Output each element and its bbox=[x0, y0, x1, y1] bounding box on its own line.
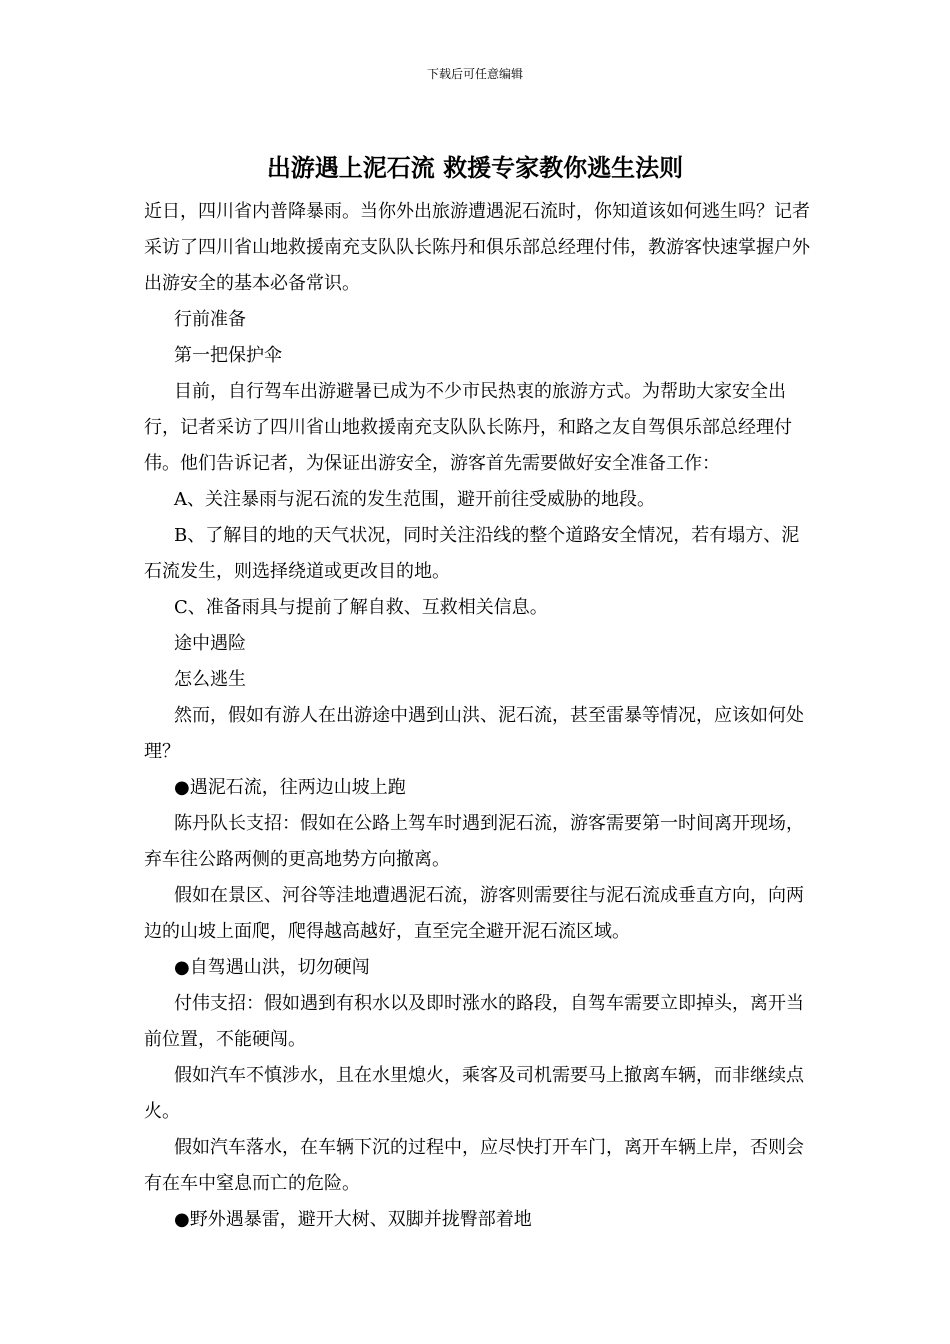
list-item-c: C、准备雨具与提前了解自救、互救相关信息。 bbox=[174, 597, 548, 618]
list-item-b: B、了解目的地的天气状况，同时关注沿线的整个道路安全情况，若有塌方、泥石流发生，则选择绕道或更改目的地。 bbox=[144, 525, 800, 582]
paragraph-trip-safety: 目前，自行驾车出游避暑已成为不少市民热衷的旅游方式。为帮助大家安全出行，记者采访了四川省山地救援南充支队队长陈丹，和路之友自驾俱乐部总经理付伟。他们告诉记者，为保证出游安全，游客首先需要做好安全准备工作： bbox=[144, 381, 792, 474]
paragraph-question: 然而，假如有游人在出游途中遇到山洪、泥石流，甚至雷暴等情况，应该如何处理？ bbox=[144, 705, 804, 762]
paragraph-sinking-tip: 假如汽车落水，在车辆下沉的过程中，应尽快打开车门，离开车辆上岸，否则会有在车中窒息而亡的危险。 bbox=[144, 1137, 804, 1194]
paragraph-chendan-tip: 陈丹队长支招：假如在公路上驾车时遇到泥石流，游客需要第一时间离开现场，弃车往公路两侧的更高地势方向撤离。 bbox=[144, 813, 804, 870]
section-heading-danger: 途中遇险 bbox=[174, 633, 246, 654]
bullet-thunder: ●野外遇暴雷，避开大树、双脚并拢臀部着地 bbox=[174, 1209, 532, 1230]
paragraph-valley-tip: 假如在景区、河谷等洼地遭遇泥石流，游客则需要往与泥石流成垂直方向，向两边的山坡上面爬，爬得越高越好，直至完全避开泥石流区域。 bbox=[144, 885, 804, 942]
list-item-a: A、关注暴雨与泥石流的发生范围，避开前往受威胁的地段。 bbox=[174, 489, 655, 510]
paragraph-wading-tip: 假如汽车不慎涉水，且在水里熄火，乘客及司机需要马上撤离车辆，而非继续点火。 bbox=[144, 1065, 804, 1122]
paragraph-fuwei-tip: 付伟支招：假如遇到有积水以及即时涨水的路段，自驾车需要立即掉头，离开当前位置，不能硬闯。 bbox=[144, 993, 804, 1050]
document-title: 出游遇上泥石流 救援专家教你逃生法则 bbox=[266, 154, 684, 182]
document-body bbox=[144, 194, 814, 1238]
section-subheading-protection: 第一把保护伞 bbox=[174, 345, 282, 366]
header-note: 下载后可任意编辑 bbox=[426, 67, 523, 81]
bullet-flood: ●自驾遇山洪，切勿硬闯 bbox=[174, 957, 370, 978]
paragraph-intro: 近日，四川省内普降暴雨。当你外出旅游遭遇泥石流时，你知道该如何逃生吗？记者采访了四川省山地救援南充支队队长陈丹和俱乐部总经理付伟，教游客快速掌握户外出游安全的基本必备常识。 bbox=[144, 201, 810, 294]
section-subheading-escape: 怎么逃生 bbox=[174, 669, 246, 690]
section-heading-preparation: 行前准备 bbox=[174, 309, 246, 330]
bullet-mudslide: ●遇泥石流，往两边山坡上跑 bbox=[174, 777, 406, 798]
